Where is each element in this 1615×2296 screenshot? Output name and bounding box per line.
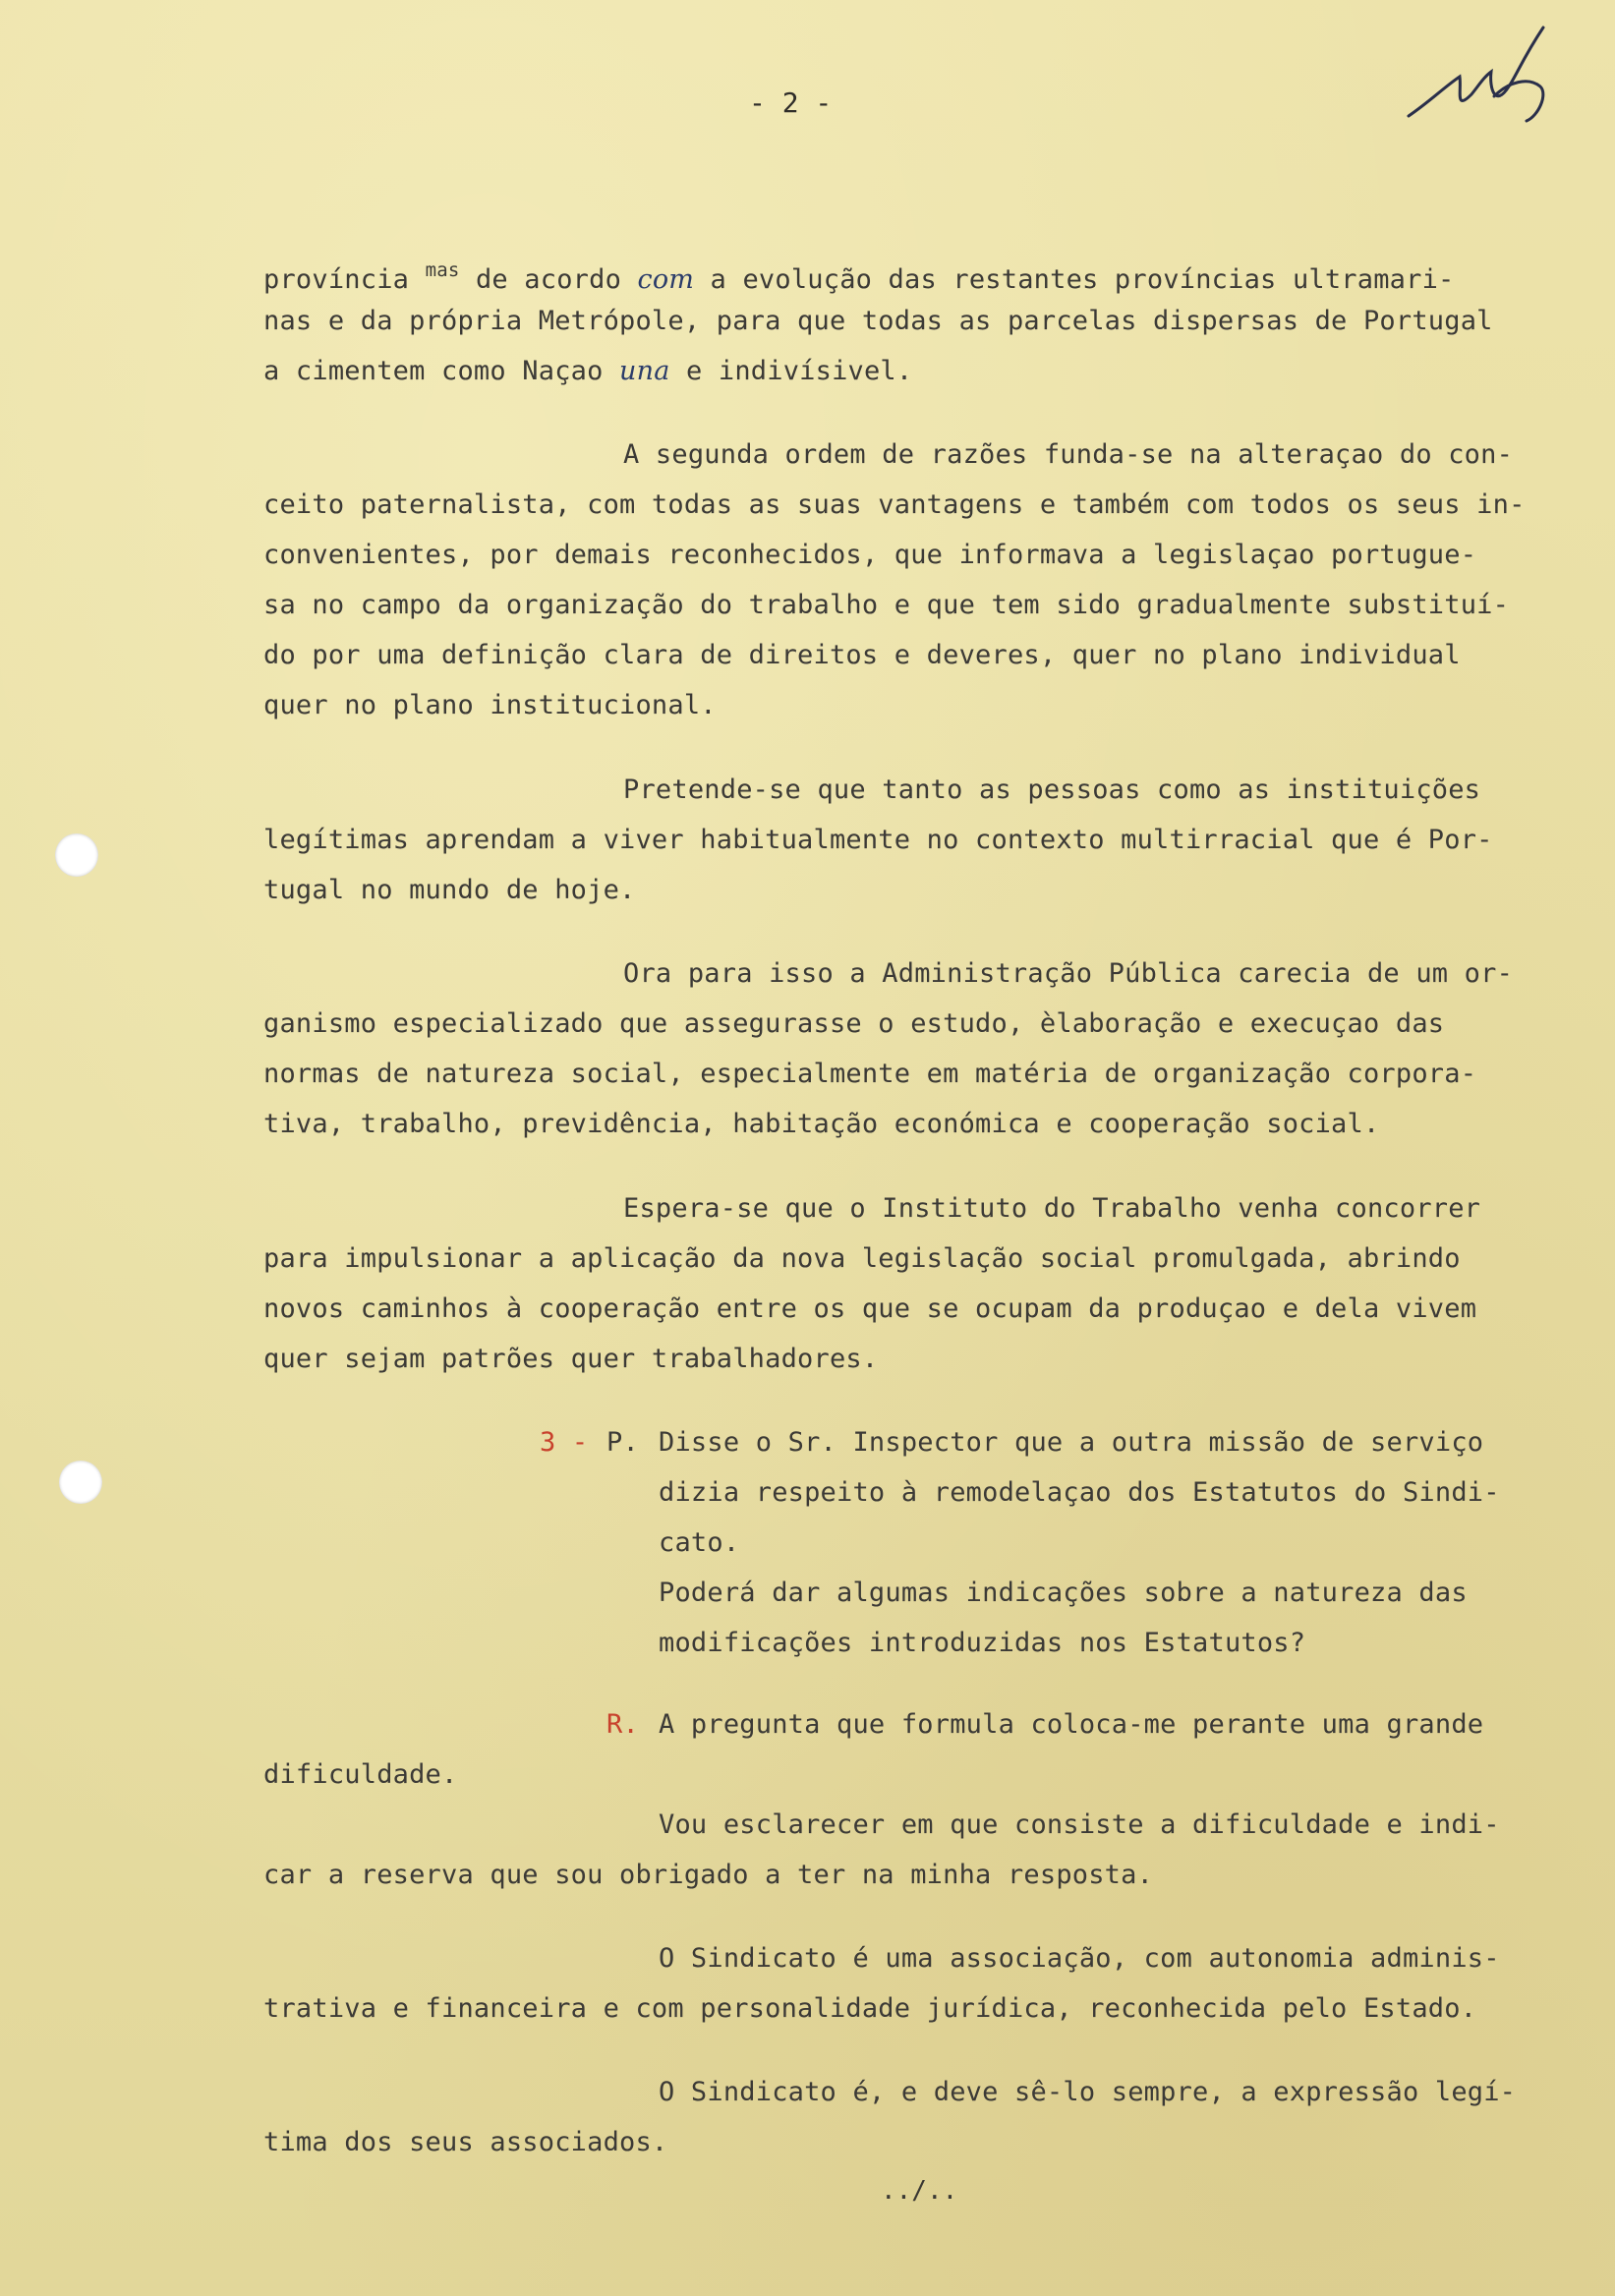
paragraph-4-line-3: normas de natureza social, especialmente em matéria de organização corpora- bbox=[263, 1059, 1477, 1089]
text-span: província bbox=[263, 264, 426, 295]
answer-prefix: R. bbox=[606, 1709, 639, 1740]
text-span: a evolução das restantes províncias ultramari- bbox=[694, 264, 1455, 295]
punch-hole-bottom bbox=[59, 1461, 102, 1504]
question-prefix: P. bbox=[606, 1427, 639, 1458]
paragraph-2-line-6: quer no plano institucional. bbox=[263, 690, 717, 720]
initials-signature bbox=[1401, 18, 1558, 131]
paragraph-3-line-1: Pretende-se que tanto as pessoas como as instituições bbox=[623, 775, 1481, 805]
paragraph-5-line-2: para impulsionar a aplicação da nova legislação social promulgada, abrindo bbox=[263, 1243, 1461, 1274]
question-line-1: Disse o Sr. Inspector que a outra missão de serviço bbox=[659, 1427, 1484, 1458]
answer-line-1: A pregunta que formula coloca-me perante uma grande bbox=[659, 1709, 1484, 1740]
answer-para-3-line-2: trativa e financeira e com personalidade jurídica, reconhecida pelo Estado. bbox=[263, 1993, 1477, 2024]
answer-para-2-line-1: Vou esclarecer em que consiste a dificuldade e indi- bbox=[659, 1809, 1500, 1840]
continuation-mark: ../.. bbox=[881, 2176, 958, 2206]
paragraph-2-line-1: A segunda ordem de razões funda-se na alteraçao do con- bbox=[623, 439, 1514, 470]
paragraph-4-line-2: ganismo especializado que assegurasse o estudo, èlaboração e execuçao das bbox=[263, 1008, 1445, 1039]
paragraph-5-line-3: novos caminhos à cooperação entre os que se ocupam da produçao e dela vivem bbox=[263, 1293, 1477, 1324]
answer-para-4-line-2: tima dos seus associados. bbox=[263, 2127, 668, 2157]
handwritten-correction: una bbox=[619, 356, 670, 386]
question-number: 3 - bbox=[540, 1427, 589, 1458]
punch-hole-top bbox=[55, 833, 98, 877]
paragraph-1-line-2: nas e da própria Metrópole, para que todas as parcelas dispersas de Portugal bbox=[263, 306, 1493, 336]
question-line-3: cato. bbox=[659, 1527, 740, 1558]
text-span: e indivísivel. bbox=[669, 356, 913, 386]
answer-line-2: dificuldade. bbox=[263, 1759, 458, 1790]
text-span: de acordo bbox=[459, 264, 638, 295]
paragraph-3-line-3: tugal no mundo de hoje. bbox=[263, 875, 636, 905]
paragraph-4-line-4: tiva, trabalho, previdência, habitação económica e cooperação social. bbox=[263, 1109, 1380, 1139]
paragraph-2-line-2: ceito paternalista, com todas as suas vantagens e também com todos os seus in- bbox=[263, 489, 1526, 520]
paragraph-5-line-4: quer sejam patrões quer trabalhadores. bbox=[263, 1344, 879, 1374]
paragraph-2-line-5: do por uma definição clara de direitos e deveres, quer no plano individual bbox=[263, 640, 1461, 670]
paragraph-4-line-1: Ora para isso a Administração Pública carecia de um or- bbox=[623, 958, 1514, 989]
handwritten-correction: com bbox=[637, 264, 695, 295]
question-line-2: dizia respeito à remodelaçao dos Estatutos do Sindi- bbox=[659, 1477, 1500, 1508]
paragraph-3-line-2: legítimas aprendam a viver habitualmente no contexto multirracial que é Por- bbox=[263, 825, 1493, 855]
paragraph-1-line-3 bbox=[263, 346, 1571, 396]
answer-para-3-line-1: O Sindicato é uma associação, com autonomia adminis- bbox=[659, 1943, 1500, 1974]
question-line-5: modificações introduzidas nos Estatutos? bbox=[659, 1628, 1306, 1658]
answer-para-2-line-2: car a reserva que sou obrigado a ter na minha resposta. bbox=[263, 1860, 1154, 1890]
handwritten-insert: mas bbox=[425, 259, 460, 281]
paragraph-5-line-1: Espera-se que o Instituto do Trabalho venha concorrer bbox=[623, 1193, 1481, 1224]
paragraph-2-line-4: sa no campo da organização do trabalho e que tem sido gradualmente substituí- bbox=[263, 590, 1510, 620]
paragraph-2-line-3: convenientes, por demais reconhecidos, que informava a legislaçao portugue- bbox=[263, 540, 1477, 570]
answer-para-4-line-1: O Sindicato é, e deve sê-lo sempre, a expressão legí- bbox=[659, 2077, 1517, 2107]
text-span: a cimentem como Naçao bbox=[263, 356, 620, 386]
page-number: - 2 - bbox=[749, 86, 833, 119]
question-line-4: Poderá dar algumas indicações sobre a natureza das bbox=[659, 1578, 1468, 1608]
